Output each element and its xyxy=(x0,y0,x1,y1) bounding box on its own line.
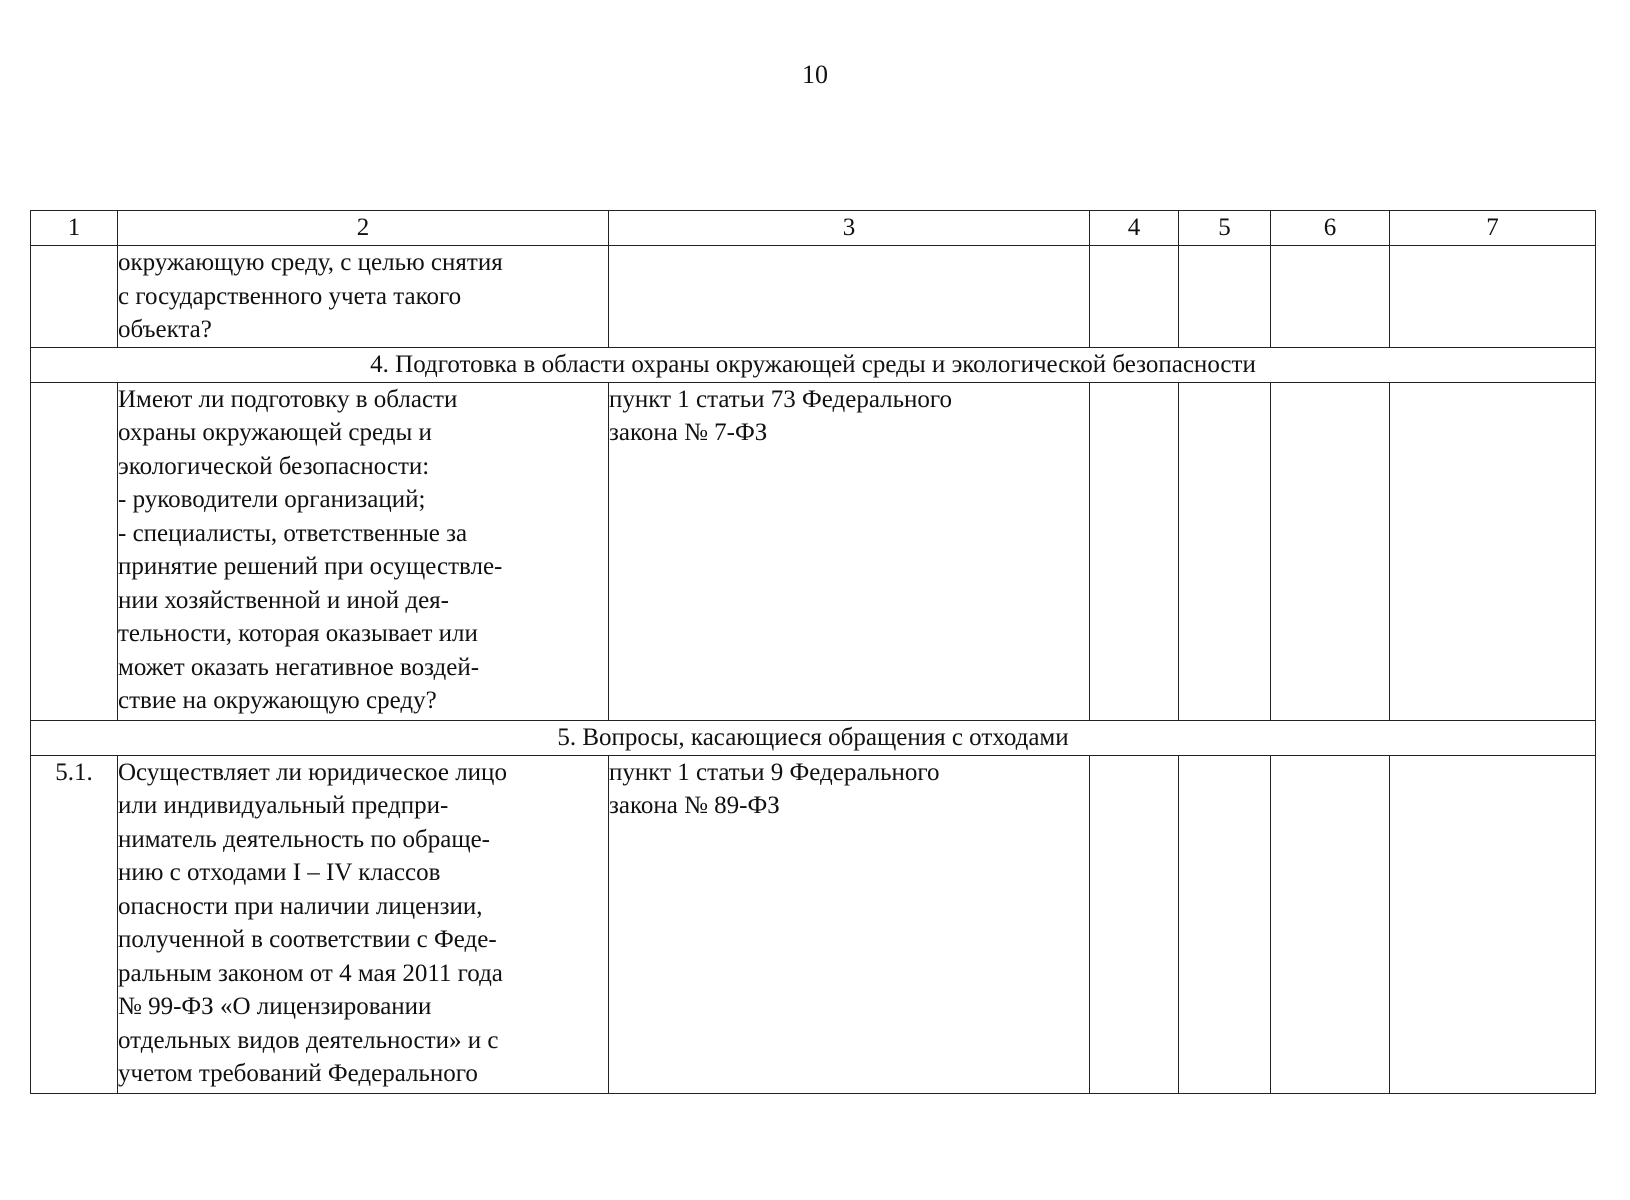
answer-cell-no xyxy=(1179,246,1271,348)
answer-cell-na xyxy=(1271,382,1390,720)
legal-reference xyxy=(609,246,1090,348)
page-number: 10 xyxy=(802,60,828,89)
column-header-7: 7 xyxy=(1390,211,1596,246)
section-4-title: 4. Подготовка в области охраны окружающей среды и экологической безопасности xyxy=(31,347,1596,382)
column-header-2: 2 xyxy=(118,211,609,246)
table-header-row xyxy=(31,211,1596,246)
row-number xyxy=(31,382,118,720)
notes-cell xyxy=(1390,382,1596,720)
section-5-title: 5. Вопросы, касающиеся обращения с отходами xyxy=(31,720,1596,755)
notes-cell xyxy=(1390,246,1596,348)
column-header-5: 5 xyxy=(1179,211,1271,246)
answer-cell-no xyxy=(1179,755,1271,1093)
column-header-3: 3 xyxy=(609,211,1090,246)
table-row xyxy=(31,246,1596,348)
row-number: 5.1. xyxy=(31,755,118,1093)
row-number xyxy=(31,246,118,348)
question-text: окружающую среду, с целью снятия с государственного учета такого объекта? xyxy=(118,246,609,348)
answer-cell-yes xyxy=(1090,755,1179,1093)
question-text: Имеют ли подготовку в области охраны окружающей среды и экологической безопасности: - руководители организаций; - специалисты, ответственные за принятие решений при осуществле- нии хозяйственной и иной дея- тельности, которая оказывает или может оказать негативное воздей- ствие на окружающую среду? xyxy=(118,382,609,720)
answer-cell-yes xyxy=(1090,246,1179,348)
notes-cell xyxy=(1390,755,1596,1093)
column-header-4: 4 xyxy=(1090,211,1179,246)
answer-cell-na xyxy=(1271,246,1390,348)
section-heading-row xyxy=(31,720,1596,755)
column-header-1: 1 xyxy=(31,211,118,246)
section-heading-row xyxy=(31,347,1596,382)
legal-reference: пункт 1 статьи 73 Федерального закона № 7-ФЗ xyxy=(609,382,1090,720)
legal-reference: пункт 1 статьи 9 Федерального закона № 89-ФЗ xyxy=(609,755,1090,1093)
answer-cell-no xyxy=(1179,382,1271,720)
column-header-6: 6 xyxy=(1271,211,1390,246)
checklist-table xyxy=(30,210,1596,1094)
table-row xyxy=(31,755,1596,1093)
table-row xyxy=(31,382,1596,720)
answer-cell-yes xyxy=(1090,382,1179,720)
answer-cell-na xyxy=(1271,755,1390,1093)
question-text: Осуществляет ли юридическое лицо или индивидуальный предпри- ниматель деятельность по обраще- нию с отходами I – IV классов опасности при наличии лицензии, полученной в соответствии с Феде- ральным законом от 4 мая 2011 года № 99-ФЗ «О лицензировании отдельных видов деятельности» и с учетом требований Федерального xyxy=(118,755,609,1093)
